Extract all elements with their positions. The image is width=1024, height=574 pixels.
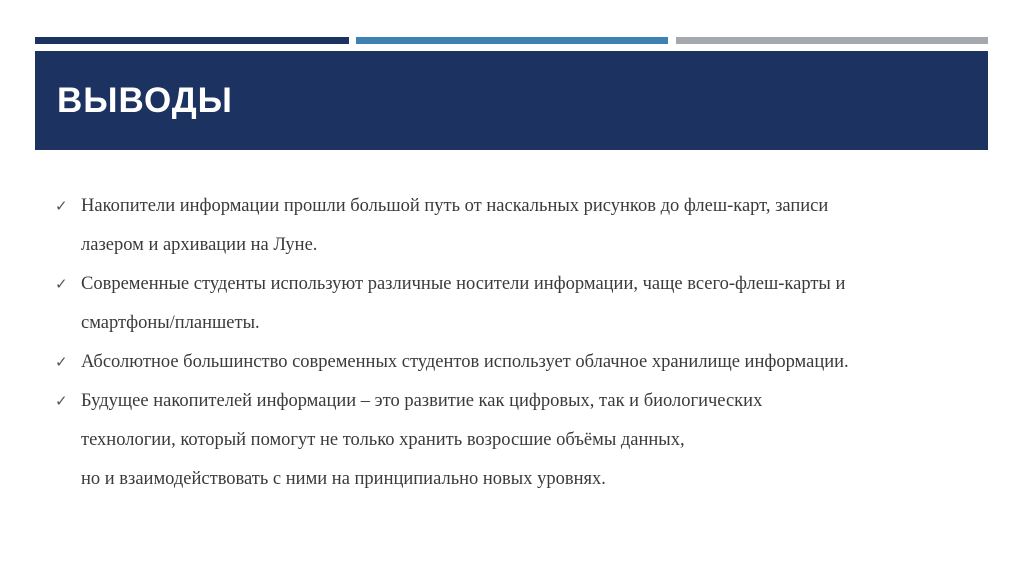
bullet-line: лазером и архивации на Луне. <box>81 235 318 255</box>
accent-bar-gray <box>676 37 988 44</box>
bullet-item <box>55 343 985 382</box>
check-icon: ✓ <box>55 275 68 293</box>
bullet-item <box>55 382 985 499</box>
bullet-item <box>55 187 985 265</box>
bullet-line: Современные студенты используют различные носители информации, чаще всего-флеш-карты и <box>81 274 846 294</box>
bullet-line: смартфоны/планшеты. <box>81 313 260 333</box>
accent-bar-blue <box>356 37 668 44</box>
bullet-list <box>55 187 985 499</box>
check-icon: ✓ <box>55 392 68 410</box>
bullet-line: Абсолютное большинство современных студентов использует облачное хранилище информации. <box>81 352 849 372</box>
bullet-line: Накопители информации прошли большой путь от наскальных рисунков до флеш-карт, записи <box>81 196 829 216</box>
slide-title: ВЫВОДЫ <box>57 81 233 120</box>
bullet-item <box>55 265 985 343</box>
bullet-line: технологии, который помогут не только хранить возросшие объёмы данных, <box>81 430 685 450</box>
title-band <box>35 51 988 150</box>
accent-bar-dark <box>35 37 349 44</box>
bullet-line: но и взаимодействовать с ними на принципиально новых уровнях. <box>81 469 606 489</box>
check-icon: ✓ <box>55 197 68 215</box>
bullet-line: Будущее накопителей информации – это развитие как цифровых, так и биологических <box>81 391 763 411</box>
check-icon: ✓ <box>55 353 68 371</box>
